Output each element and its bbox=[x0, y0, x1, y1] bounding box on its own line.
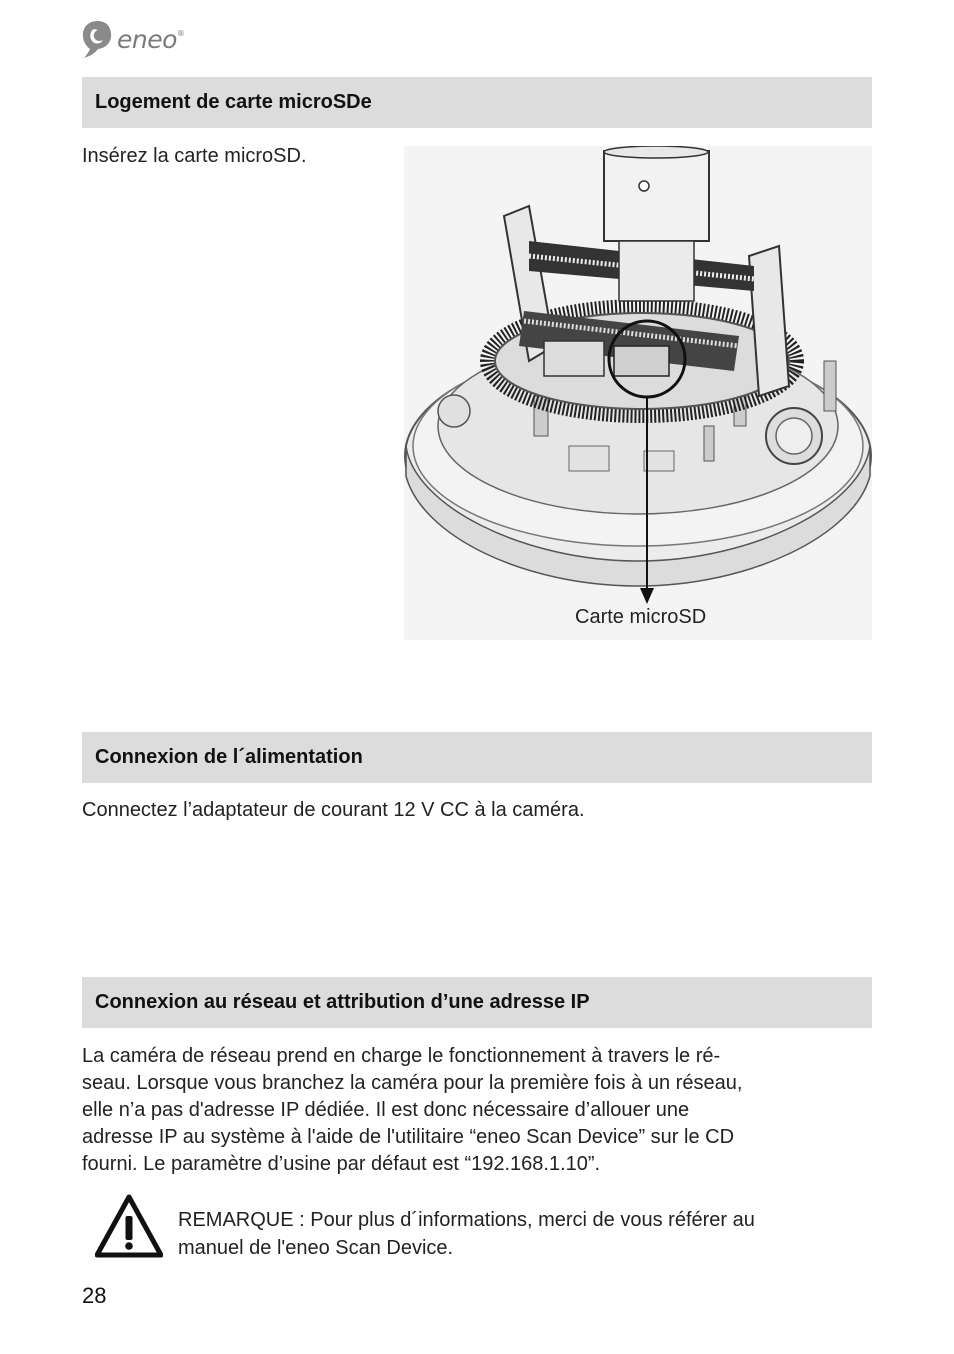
section-heading-microsd bbox=[82, 77, 872, 128]
note-line: REMARQUE : Pour plus d´informations, merci de vous référer au bbox=[178, 1209, 755, 1231]
brand-wordmark: eneo® bbox=[117, 24, 185, 54]
paragraph-line: La caméra de réseau prend en charge le fonctionnement à travers le ré- bbox=[82, 1045, 721, 1067]
paragraph-line: adresse IP au système à l'aide de l'utilitaire “eneo Scan Device” sur le CD bbox=[82, 1126, 735, 1148]
eneo-logo-icon bbox=[80, 19, 114, 59]
camera-microsd-illustration bbox=[404, 146, 872, 640]
section-title: Logement de carte microSDe bbox=[95, 91, 372, 113]
dome-camera-drawing bbox=[404, 146, 872, 640]
paragraph-line: seau. Lorsque vous branchez la caméra pour la première fois à un réseau, bbox=[82, 1072, 743, 1094]
paragraph-line: fourni. Le paramètre d’usine par défaut est “192.168.1.10”. bbox=[82, 1153, 601, 1175]
section-title: Connexion au réseau et attribution d’une adresse IP bbox=[95, 991, 590, 1013]
note-line: manuel de l'eneo Scan Device. bbox=[178, 1237, 454, 1259]
figure-caption: Carte microSD bbox=[575, 606, 707, 628]
brand-logo bbox=[80, 18, 184, 60]
section-body-network bbox=[82, 1043, 872, 1178]
paragraph-line: elle n’a pas d'adresse IP dédiée. Il est donc nécessaire d’allouer une bbox=[82, 1099, 690, 1121]
section-body-microsd: Insérez la carte microSD. bbox=[82, 145, 307, 167]
section-heading-power bbox=[82, 732, 872, 783]
warning-triangle-icon bbox=[95, 1194, 163, 1258]
section-heading-network bbox=[82, 977, 872, 1028]
section-title: Connexion de l´alimentation bbox=[95, 746, 363, 768]
page-number: 28 bbox=[82, 1283, 107, 1308]
note-text bbox=[178, 1206, 868, 1262]
section-body-power: Connectez l’adaptateur de courant 12 V CC à la caméra. bbox=[82, 799, 585, 821]
